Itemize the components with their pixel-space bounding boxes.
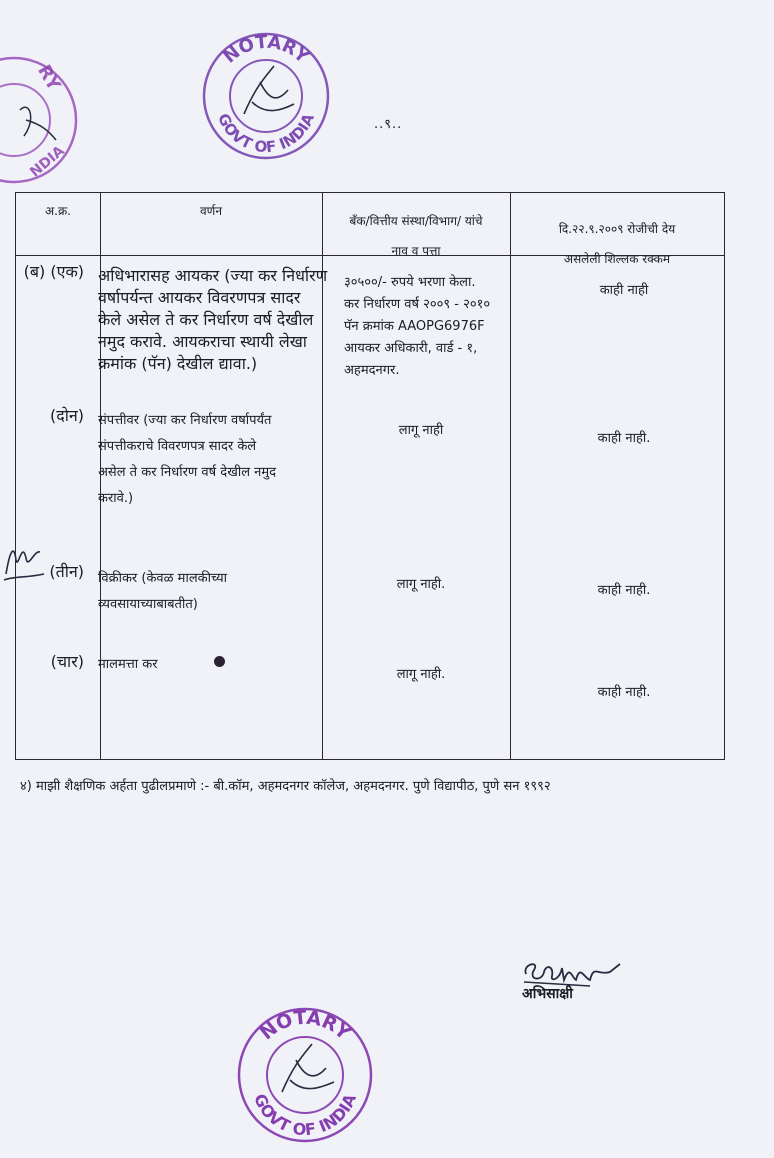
desc-line: असेल ते कर निर्धारण वर्ष देखील नमुद [98, 465, 277, 480]
row-serial: (दोन) [49, 406, 84, 425]
notary-stamp-corner [0, 40, 90, 190]
stamp-top-text: NOTARY [219, 31, 313, 68]
header-bank-line2: नाव व पत्ता [391, 244, 441, 258]
row-bank: लागू नाही. [396, 667, 446, 682]
header-bank-line1: बँक/वित्तीय संस्था/विभाग/ यांचे [349, 214, 483, 228]
stamp-bottom-text: GOVT OF INDIA [214, 110, 318, 157]
header-serial: अ.क्र. [44, 204, 71, 218]
row-description [98, 566, 336, 618]
notary-stamp-top [196, 26, 336, 166]
desc-line: नमुद करावे. आयकराचा स्थायी लेखा [98, 332, 307, 351]
row-description [98, 264, 336, 374]
desc-line: विक्रीकर (केवळ मालकीच्या [98, 571, 228, 586]
desc-line: संपत्तीवर (ज्या कर निर्धारण वर्षापर्यंत [98, 413, 272, 428]
desc-line: मालमत्ता कर [98, 657, 158, 672]
header-balance-line1: दि.२२.९.२००९ रोजीची देय [558, 222, 676, 236]
bank-line: कर निर्धारण वर्ष २००९ - २०१० [344, 297, 491, 312]
desc-line: अधिभारासह आयकर (ज्या कर निर्धारण [98, 266, 328, 285]
desc-line: क्रमांक (पॅन) देखील द्यावा.) [98, 354, 258, 373]
notary-stamp-bottom [230, 1000, 380, 1150]
row-serial: (तीन) [49, 562, 84, 581]
bank-line: आयकर अधिकारी, वार्ड - १, [344, 341, 478, 356]
row-bank [344, 272, 534, 382]
row-balance: काही नाही [599, 283, 649, 298]
bank-line: ३०५००/- रुपये भरणा केला. [344, 275, 476, 290]
bank-line: अहमदनगर. [344, 363, 400, 378]
stamp-top-text: NOTARY [255, 1006, 355, 1045]
desc-line: केले असेल ते कर निर्धारण वर्ष देखील [98, 310, 314, 329]
svg-text:GOVT OF INDIA [214, 111, 318, 157]
desc-line: संपत्तीकराचे विवरणपत्र सादर केले [98, 439, 257, 454]
header-balance-line2: असलेली शिल्लक रक्कम [563, 252, 671, 266]
margin-initials [0, 530, 50, 594]
row-balance: काही नाही. [597, 685, 651, 700]
page-number: ..९.. [374, 117, 403, 132]
row-bank: लागू नाही [398, 423, 444, 438]
stamp-bottom-text: GOVT OF INDIA [250, 1090, 360, 1140]
desc-line: वर्षापर्यन्त आयकर विवरणपत्र सादर [98, 288, 301, 307]
desc-line: व्यवसायाच्याबाबतीत) [98, 597, 198, 612]
svg-text:GOVT OF INDIA [250, 1091, 360, 1140]
row-serial: (चार) [50, 652, 84, 671]
row-bank: लागू नाही. [396, 577, 446, 592]
svg-text:NOTARY [256, 1007, 355, 1045]
corner-stamp-top-text: RY [33, 61, 65, 95]
education-line: ४) माझी शैक्षणिक अर्हता पुढीलप्रमाणे :- बी.कॉम, अहमदनगर कॉलेज, अहमदनगर. पुणे विद्यापीठ, पुणे सन १९९२ [20, 779, 551, 794]
ink-dot [214, 656, 225, 667]
signature-label: अभिसाक्षी [522, 986, 573, 1002]
corner-stamp-bottom-text: NDIA [27, 142, 68, 181]
row-description [98, 408, 336, 512]
header-description: वर्णन [199, 204, 222, 218]
row-balance: काही नाही. [597, 583, 651, 598]
row-balance: काही नाही. [597, 431, 651, 446]
row-serial: (ब) (एक) [23, 262, 84, 281]
bank-line: पॅन क्रमांक AAOPG6976F [344, 319, 485, 334]
svg-text:NOTARY [219, 32, 313, 69]
desc-line: करावे.) [98, 491, 134, 506]
